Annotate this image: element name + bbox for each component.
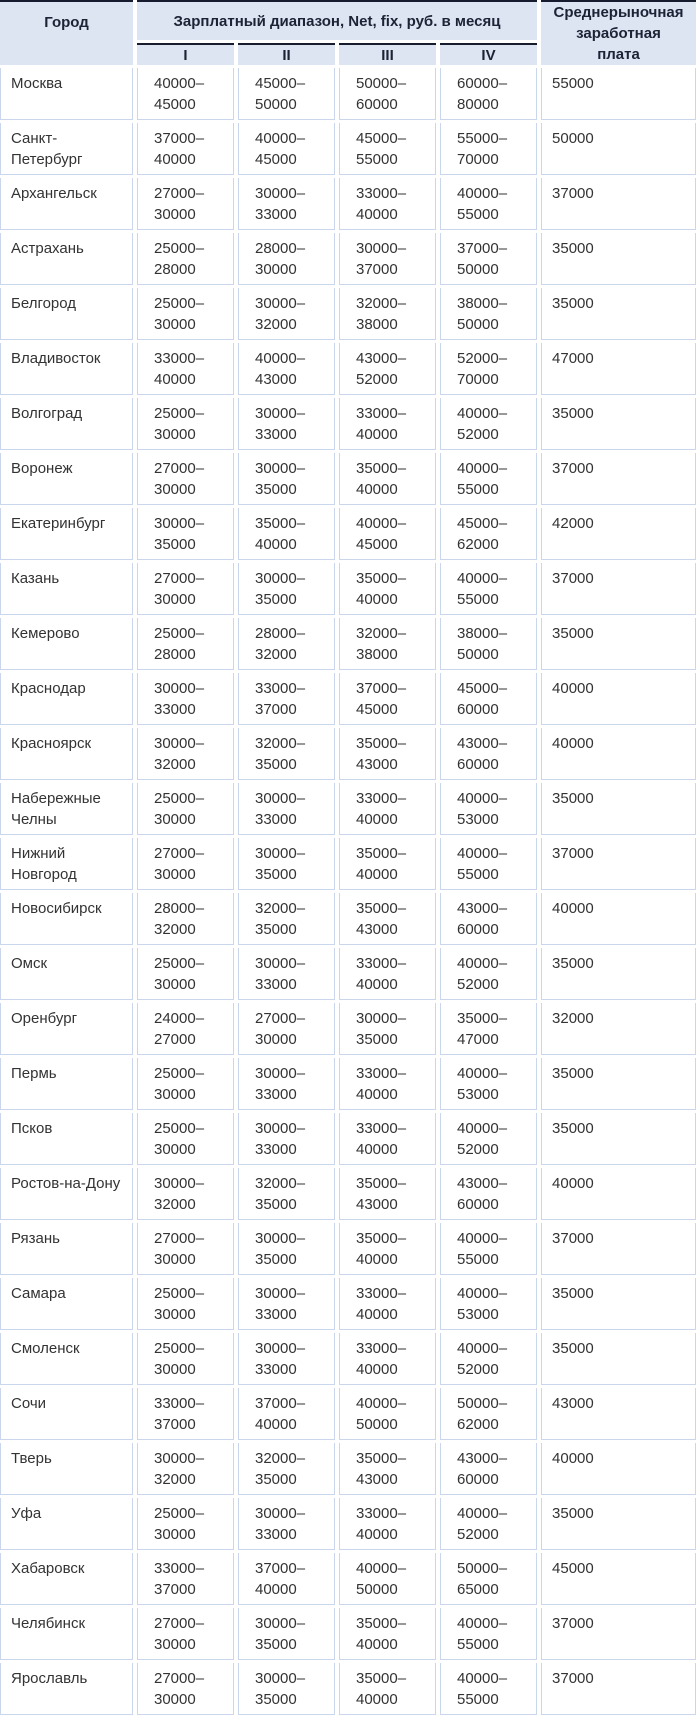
range-cell-q4: 40000–52000 (440, 948, 537, 1000)
average-cell: 35000 (541, 1498, 696, 1550)
range-cell-q3: 35000–40000 (339, 453, 436, 505)
range-cell-q1: 25000–30000 (137, 398, 234, 450)
range-cell-q4: 40000–52000 (440, 1498, 537, 1550)
range-cell-q2: 32000–35000 (238, 1168, 335, 1220)
city-cell: Екатеринбург (0, 508, 133, 560)
range-cell-q3: 33000–40000 (339, 783, 436, 835)
table-row (0, 1388, 696, 1440)
range-cell-q2: 30000–33000 (238, 1113, 335, 1165)
range-cell-q4: 40000–55000 (440, 1223, 537, 1275)
range-cell-q1: 27000–30000 (137, 1223, 234, 1275)
average-cell: 35000 (541, 1058, 696, 1110)
range-cell-q4: 45000–62000 (440, 508, 537, 560)
range-cell-q1: 27000–30000 (137, 453, 234, 505)
city-cell: Санкт-Петербург (0, 123, 133, 175)
header-quarter-2: II (238, 43, 335, 65)
average-cell: 37000 (541, 1663, 696, 1715)
range-cell-q3: 45000–55000 (339, 123, 436, 175)
city-cell: Набережные Челны (0, 783, 133, 835)
range-cell-q2: 37000–40000 (238, 1388, 335, 1440)
range-cell-q3: 35000–40000 (339, 838, 436, 890)
table-header (0, 0, 696, 65)
range-cell-q4: 40000–55000 (440, 563, 537, 615)
average-cell: 37000 (541, 1608, 696, 1660)
table-row (0, 673, 696, 725)
range-cell-q1: 40000–45000 (137, 68, 234, 120)
range-cell-q4: 43000–60000 (440, 1168, 537, 1220)
range-cell-q1: 30000–33000 (137, 673, 234, 725)
header-city: Город (0, 0, 133, 65)
range-cell-q1: 25000–30000 (137, 1058, 234, 1110)
header-quarter-4: IV (440, 43, 537, 65)
range-cell-q3: 35000–43000 (339, 1443, 436, 1495)
range-cell-q2: 30000–35000 (238, 1608, 335, 1660)
range-cell-q4: 40000–53000 (440, 1058, 537, 1110)
average-cell: 37000 (541, 838, 696, 890)
range-cell-q2: 32000–35000 (238, 728, 335, 780)
table-row (0, 68, 696, 120)
range-cell-q4: 50000–65000 (440, 1553, 537, 1605)
average-cell: 37000 (541, 178, 696, 230)
table-row (0, 178, 696, 230)
city-cell: Астрахань (0, 233, 133, 285)
range-cell-q4: 37000–50000 (440, 233, 537, 285)
range-cell-q3: 33000–40000 (339, 1113, 436, 1165)
range-cell-q4: 55000–70000 (440, 123, 537, 175)
range-cell-q4: 52000–70000 (440, 343, 537, 395)
city-cell: Краснодар (0, 673, 133, 725)
city-cell: Уфа (0, 1498, 133, 1550)
range-cell-q3: 35000–40000 (339, 1663, 436, 1715)
range-cell-q4: 50000–62000 (440, 1388, 537, 1440)
range-cell-q4: 40000–53000 (440, 1278, 537, 1330)
city-cell: Смоленск (0, 1333, 133, 1385)
city-cell: Кемерово (0, 618, 133, 670)
range-cell-q2: 40000–43000 (238, 343, 335, 395)
range-cell-q4: 45000–60000 (440, 673, 537, 725)
table-row (0, 1663, 696, 1715)
city-cell: Псков (0, 1113, 133, 1165)
range-cell-q4: 40000–55000 (440, 1663, 537, 1715)
range-cell-q2: 30000–35000 (238, 1663, 335, 1715)
range-cell-q1: 28000–32000 (137, 893, 234, 945)
average-cell: 35000 (541, 948, 696, 1000)
range-cell-q2: 37000–40000 (238, 1553, 335, 1605)
table-row (0, 453, 696, 505)
header-quarter-3: III (339, 43, 436, 65)
range-cell-q1: 30000–35000 (137, 508, 234, 560)
range-cell-q3: 35000–43000 (339, 1168, 436, 1220)
table-row (0, 233, 696, 285)
table-row (0, 728, 696, 780)
city-cell: Оренбург (0, 1003, 133, 1055)
range-cell-q1: 27000–30000 (137, 1663, 234, 1715)
range-cell-q3: 50000–60000 (339, 68, 436, 120)
range-cell-q4: 40000–55000 (440, 1608, 537, 1660)
range-cell-q2: 30000–32000 (238, 288, 335, 340)
header-quarter-1: I (137, 43, 234, 65)
average-cell: 50000 (541, 123, 696, 175)
average-cell: 40000 (541, 1443, 696, 1495)
table-row (0, 1223, 696, 1275)
city-cell: Архангельск (0, 178, 133, 230)
city-cell: Ростов-на-Дону (0, 1168, 133, 1220)
range-cell-q3: 37000–45000 (339, 673, 436, 725)
range-cell-q3: 40000–50000 (339, 1553, 436, 1605)
range-cell-q1: 27000–30000 (137, 178, 234, 230)
average-cell: 35000 (541, 783, 696, 835)
city-cell: Самара (0, 1278, 133, 1330)
average-cell: 40000 (541, 893, 696, 945)
city-cell: Хабаровск (0, 1553, 133, 1605)
range-cell-q2: 30000–33000 (238, 398, 335, 450)
range-cell-q1: 25000–30000 (137, 783, 234, 835)
range-cell-q2: 32000–35000 (238, 893, 335, 945)
range-cell-q3: 35000–43000 (339, 728, 436, 780)
city-cell: Ярославль (0, 1663, 133, 1715)
range-cell-q3: 35000–40000 (339, 1608, 436, 1660)
range-cell-q2: 30000–35000 (238, 838, 335, 890)
range-cell-q3: 40000–50000 (339, 1388, 436, 1440)
average-cell: 40000 (541, 1168, 696, 1220)
range-cell-q1: 25000–28000 (137, 618, 234, 670)
table-row (0, 893, 696, 945)
range-cell-q3: 40000–45000 (339, 508, 436, 560)
range-cell-q2: 30000–33000 (238, 948, 335, 1000)
range-cell-q1: 37000–40000 (137, 123, 234, 175)
average-cell: 42000 (541, 508, 696, 560)
table-row (0, 508, 696, 560)
range-cell-q2: 28000–32000 (238, 618, 335, 670)
city-cell: Белгород (0, 288, 133, 340)
average-cell: 37000 (541, 453, 696, 505)
range-cell-q4: 35000–47000 (440, 1003, 537, 1055)
city-cell: Омск (0, 948, 133, 1000)
table-row (0, 1333, 696, 1385)
range-cell-q2: 30000–33000 (238, 783, 335, 835)
city-cell: Москва (0, 68, 133, 120)
table-row (0, 838, 696, 890)
table-row (0, 618, 696, 670)
table-row (0, 1443, 696, 1495)
range-cell-q3: 35000–43000 (339, 893, 436, 945)
table-row (0, 1553, 696, 1605)
range-cell-q3: 33000–40000 (339, 1278, 436, 1330)
range-cell-q2: 45000–50000 (238, 68, 335, 120)
range-cell-q4: 40000–53000 (440, 783, 537, 835)
range-cell-q1: 27000–30000 (137, 838, 234, 890)
header-salary-range-group: Зарплатный диапазон, Net, fix, руб. в месяц (137, 0, 537, 40)
city-cell: Сочи (0, 1388, 133, 1440)
range-cell-q1: 27000–30000 (137, 563, 234, 615)
range-cell-q3: 35000–40000 (339, 563, 436, 615)
range-cell-q3: 30000–37000 (339, 233, 436, 285)
range-cell-q4: 40000–52000 (440, 1333, 537, 1385)
average-cell: 35000 (541, 618, 696, 670)
range-cell-q2: 27000–30000 (238, 1003, 335, 1055)
range-cell-q1: 30000–32000 (137, 728, 234, 780)
range-cell-q2: 35000–40000 (238, 508, 335, 560)
range-cell-q2: 40000–45000 (238, 123, 335, 175)
table-row (0, 1113, 696, 1165)
range-cell-q3: 33000–40000 (339, 398, 436, 450)
table-row (0, 1608, 696, 1660)
average-cell: 40000 (541, 728, 696, 780)
range-cell-q1: 25000–30000 (137, 1113, 234, 1165)
table-row (0, 398, 696, 450)
range-cell-q4: 43000–60000 (440, 1443, 537, 1495)
city-cell: Воронеж (0, 453, 133, 505)
range-cell-q4: 38000–50000 (440, 618, 537, 670)
range-cell-q2: 32000–35000 (238, 1443, 335, 1495)
table-body (0, 68, 696, 1715)
average-cell: 35000 (541, 1333, 696, 1385)
range-cell-q2: 30000–33000 (238, 1498, 335, 1550)
range-cell-q2: 30000–35000 (238, 453, 335, 505)
range-cell-q1: 33000–37000 (137, 1388, 234, 1440)
range-cell-q1: 30000–32000 (137, 1168, 234, 1220)
average-cell: 37000 (541, 1223, 696, 1275)
average-cell: 43000 (541, 1388, 696, 1440)
average-cell: 37000 (541, 563, 696, 615)
table-row (0, 288, 696, 340)
city-cell: Казань (0, 563, 133, 615)
average-cell: 35000 (541, 1278, 696, 1330)
range-cell-q1: 25000–30000 (137, 1498, 234, 1550)
average-cell: 35000 (541, 398, 696, 450)
city-cell: Красноярск (0, 728, 133, 780)
range-cell-q1: 24000–27000 (137, 1003, 234, 1055)
city-cell: Нижний Новгород (0, 838, 133, 890)
range-cell-q4: 40000–55000 (440, 838, 537, 890)
table-row (0, 1278, 696, 1330)
range-cell-q3: 43000–52000 (339, 343, 436, 395)
table-row (0, 563, 696, 615)
range-cell-q2: 30000–35000 (238, 1223, 335, 1275)
range-cell-q3: 33000–40000 (339, 1058, 436, 1110)
range-cell-q1: 25000–30000 (137, 948, 234, 1000)
range-cell-q2: 33000–37000 (238, 673, 335, 725)
table-row (0, 1003, 696, 1055)
range-cell-q4: 43000–60000 (440, 893, 537, 945)
average-cell: 35000 (541, 288, 696, 340)
city-cell: Пермь (0, 1058, 133, 1110)
city-cell: Рязань (0, 1223, 133, 1275)
average-cell: 47000 (541, 343, 696, 395)
range-cell-q4: 40000–55000 (440, 453, 537, 505)
range-cell-q3: 32000–38000 (339, 618, 436, 670)
average-cell: 55000 (541, 68, 696, 120)
range-cell-q4: 40000–52000 (440, 398, 537, 450)
city-cell: Владивосток (0, 343, 133, 395)
range-cell-q1: 25000–30000 (137, 1278, 234, 1330)
range-cell-q1: 25000–28000 (137, 233, 234, 285)
table-row (0, 1168, 696, 1220)
table-row (0, 1058, 696, 1110)
range-cell-q1: 30000–32000 (137, 1443, 234, 1495)
city-cell: Тверь (0, 1443, 133, 1495)
average-cell: 35000 (541, 1113, 696, 1165)
range-cell-q4: 40000–52000 (440, 1113, 537, 1165)
range-cell-q2: 28000–30000 (238, 233, 335, 285)
header-average: Среднерыночная заработная плата (541, 0, 696, 65)
city-cell: Волгоград (0, 398, 133, 450)
range-cell-q2: 30000–33000 (238, 1278, 335, 1330)
range-cell-q4: 43000–60000 (440, 728, 537, 780)
header-row-top (0, 0, 696, 40)
range-cell-q2: 30000–33000 (238, 178, 335, 230)
range-cell-q3: 33000–40000 (339, 1333, 436, 1385)
city-cell: Новосибирск (0, 893, 133, 945)
range-cell-q3: 35000–40000 (339, 1223, 436, 1275)
range-cell-q2: 30000–33000 (238, 1333, 335, 1385)
range-cell-q1: 25000–30000 (137, 288, 234, 340)
table-row (0, 343, 696, 395)
table-row (0, 783, 696, 835)
range-cell-q4: 38000–50000 (440, 288, 537, 340)
range-cell-q3: 30000–35000 (339, 1003, 436, 1055)
range-cell-q2: 30000–33000 (238, 1058, 335, 1110)
range-cell-q1: 27000–30000 (137, 1608, 234, 1660)
range-cell-q2: 30000–35000 (238, 563, 335, 615)
range-cell-q3: 33000–40000 (339, 948, 436, 1000)
range-cell-q4: 60000–80000 (440, 68, 537, 120)
range-cell-q1: 33000–37000 (137, 1553, 234, 1605)
table-row (0, 948, 696, 1000)
table-row (0, 1498, 696, 1550)
table-row (0, 123, 696, 175)
range-cell-q3: 33000–40000 (339, 1498, 436, 1550)
city-cell: Челябинск (0, 1608, 133, 1660)
range-cell-q4: 40000–55000 (440, 178, 537, 230)
range-cell-q1: 25000–30000 (137, 1333, 234, 1385)
range-cell-q3: 32000–38000 (339, 288, 436, 340)
range-cell-q3: 33000–40000 (339, 178, 436, 230)
average-cell: 35000 (541, 233, 696, 285)
average-cell: 40000 (541, 673, 696, 725)
average-cell: 45000 (541, 1553, 696, 1605)
range-cell-q1: 33000–40000 (137, 343, 234, 395)
average-cell: 32000 (541, 1003, 696, 1055)
